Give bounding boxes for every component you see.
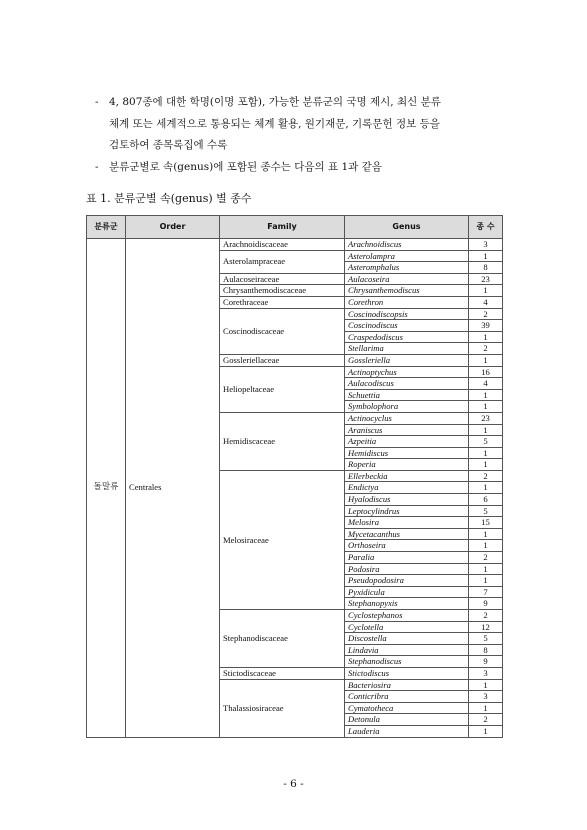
genus-cell: Chrysanthemodiscus (345, 285, 469, 297)
species-count-cell: 3 (469, 239, 503, 251)
genus-cell: Mycetacanthus (345, 528, 469, 540)
species-count-cell: 1 (469, 575, 503, 587)
species-count-cell: 4 (469, 296, 503, 308)
genus-cell: Craspedodiscus (345, 331, 469, 343)
family-cell: Stictodiscaceae (220, 667, 345, 679)
family-cell: Aulacoseiraceae (220, 273, 345, 285)
species-count-cell: 23 (469, 273, 503, 285)
species-count-cell: 5 (469, 436, 503, 448)
genus-cell: Pseudopodosira (345, 575, 469, 587)
species-count-cell: 3 (469, 691, 503, 703)
genus-cell: Paralia (345, 552, 469, 564)
species-count-cell: 1 (469, 702, 503, 714)
family-cell: Chrysanthemodiscaceae (220, 285, 345, 297)
species-count-cell: 1 (469, 331, 503, 343)
genus-cell: Actinocyclus (345, 412, 469, 424)
header-order: Order (126, 216, 220, 239)
species-count-cell: 5 (469, 505, 503, 517)
genus-cell: Symbolophora (345, 401, 469, 413)
species-count-cell: 1 (469, 482, 503, 494)
bullet-line: 검토하여 종목록집에 수록 (109, 139, 228, 151)
genus-cell: Coscinodiscus (345, 320, 469, 332)
genus-cell: Corethron (345, 296, 469, 308)
genus-cell: Hyalodiscus (345, 494, 469, 506)
family-cell: Corethraceae (220, 296, 345, 308)
species-count-cell: 6 (469, 494, 503, 506)
table-row (87, 239, 503, 251)
genus-cell: Leptocylindrus (345, 505, 469, 517)
bullet-item (95, 157, 515, 179)
genus-cell: Bacteriosira (345, 679, 469, 691)
bullet-line: 체계 또는 세계적으로 통용되는 체계 활용, 원기재문, 기록문헌 정보 등을 (109, 117, 440, 130)
genus-cell: Asteromphalus (345, 262, 469, 274)
genus-cell: Schuettia (345, 389, 469, 401)
genus-cell: Endictya (345, 482, 469, 494)
species-count-cell: 3 (469, 667, 503, 679)
genus-species-table (86, 215, 503, 738)
table-header-row (87, 216, 503, 239)
species-count-cell: 1 (469, 250, 503, 262)
species-count-cell: 2 (469, 610, 503, 622)
species-count-cell: 2 (469, 343, 503, 355)
family-cell: Melosiraceae (220, 470, 345, 609)
header-group: 분류군 (87, 216, 126, 239)
family-cell: Stephanodiscaceae (220, 610, 345, 668)
genus-cell: Aulacodiscus (345, 378, 469, 390)
group-cell: 돌말류 (87, 239, 126, 738)
species-count-cell: 8 (469, 644, 503, 656)
species-count-cell: 23 (469, 412, 503, 424)
genus-cell: Detonula (345, 714, 469, 726)
species-count-cell: 39 (469, 320, 503, 332)
species-count-cell: 16 (469, 366, 503, 378)
family-cell: Heliopeltaceae (220, 366, 345, 412)
family-cell: Hemidiscaceae (220, 412, 345, 470)
genus-cell: Lauderia (345, 725, 469, 737)
species-count-cell: 1 (469, 563, 503, 575)
genus-cell: Azpeitia (345, 436, 469, 448)
genus-cell: Asterolampra (345, 250, 469, 262)
genus-cell: Actinoptychus (345, 366, 469, 378)
header-count: 종 수 (469, 216, 503, 239)
header-family: Family (220, 216, 345, 239)
species-count-cell: 1 (469, 725, 503, 737)
genus-cell: Lindavia (345, 644, 469, 656)
genus-cell: Stellarima (345, 343, 469, 355)
species-count-cell: 1 (469, 540, 503, 552)
species-count-cell: 1 (469, 401, 503, 413)
genus-cell: Cyclostephanos (345, 610, 469, 622)
genus-cell: Roperia (345, 459, 469, 471)
species-count-cell: 1 (469, 424, 503, 436)
genus-cell: Arachnoidiscus (345, 239, 469, 251)
bullet-line: 4, 807종에 대한 학명(이명 포함), 가능한 분류군의 국명 제시, 최신 분류 (109, 96, 441, 108)
genus-cell: Cymatotheca (345, 702, 469, 714)
species-count-cell: 1 (469, 528, 503, 540)
species-count-cell: 2 (469, 308, 503, 320)
species-count-cell: 9 (469, 656, 503, 668)
header-genus: Genus (345, 216, 469, 239)
order-cell: Centrales (126, 239, 220, 738)
bullet-list (95, 92, 515, 178)
genus-cell: Ellerbeckia (345, 470, 469, 482)
genus-cell: Stephanopyxis (345, 598, 469, 610)
species-count-cell: 7 (469, 586, 503, 598)
genus-cell: Aulacoseira (345, 273, 469, 285)
family-cell: Asterolampraceae (220, 250, 345, 273)
family-cell: Arachnoidiscaceae (220, 239, 345, 251)
genus-cell: Araniscus (345, 424, 469, 436)
genus-cell: Orthoseira (345, 540, 469, 552)
family-cell: Coscinodiscaceae (220, 308, 345, 354)
species-count-cell: 1 (469, 459, 503, 471)
genus-cell: Stephanodiscus (345, 656, 469, 668)
species-count-cell: 4 (469, 378, 503, 390)
species-count-cell: 1 (469, 389, 503, 401)
species-count-cell: 2 (469, 470, 503, 482)
species-count-cell: 2 (469, 552, 503, 564)
genus-cell: Stictodiscus (345, 667, 469, 679)
species-count-cell: 5 (469, 633, 503, 645)
species-count-cell: 1 (469, 447, 503, 459)
species-count-cell: 15 (469, 517, 503, 529)
genus-cell: Discostella (345, 633, 469, 645)
species-count-cell: 2 (469, 714, 503, 726)
species-count-cell: 9 (469, 598, 503, 610)
page-number: - 6 - (283, 778, 304, 790)
genus-cell: Podosira (345, 563, 469, 575)
species-count-cell: 1 (469, 354, 503, 366)
family-cell: Gossleriellaceae (220, 354, 345, 366)
genus-cell: Coscinodiscopsis (345, 308, 469, 320)
genus-cell: Conticribra (345, 691, 469, 703)
species-count-cell: 12 (469, 621, 503, 633)
table-caption: 표 1. 분류군별 속(genus) 별 종수 (86, 192, 252, 205)
table-body (87, 239, 503, 738)
species-count-cell: 8 (469, 262, 503, 274)
genus-cell: Melosira (345, 517, 469, 529)
bullet-dash: - (95, 160, 99, 173)
bullet-line: 분류군별로 속(genus)에 포함된 종수는 다음의 표 1과 같음 (109, 160, 382, 173)
genus-cell: Gossleriella (345, 354, 469, 366)
genus-cell: Pyxidicula (345, 586, 469, 598)
genus-cell: Hemidiscus (345, 447, 469, 459)
genus-cell: Cyclotella (345, 621, 469, 633)
bullet-item (95, 92, 515, 157)
species-count-cell: 1 (469, 285, 503, 297)
family-cell: Thalassiosiraceae (220, 679, 345, 737)
species-count-cell: 1 (469, 679, 503, 691)
bullet-dash: - (95, 96, 99, 108)
